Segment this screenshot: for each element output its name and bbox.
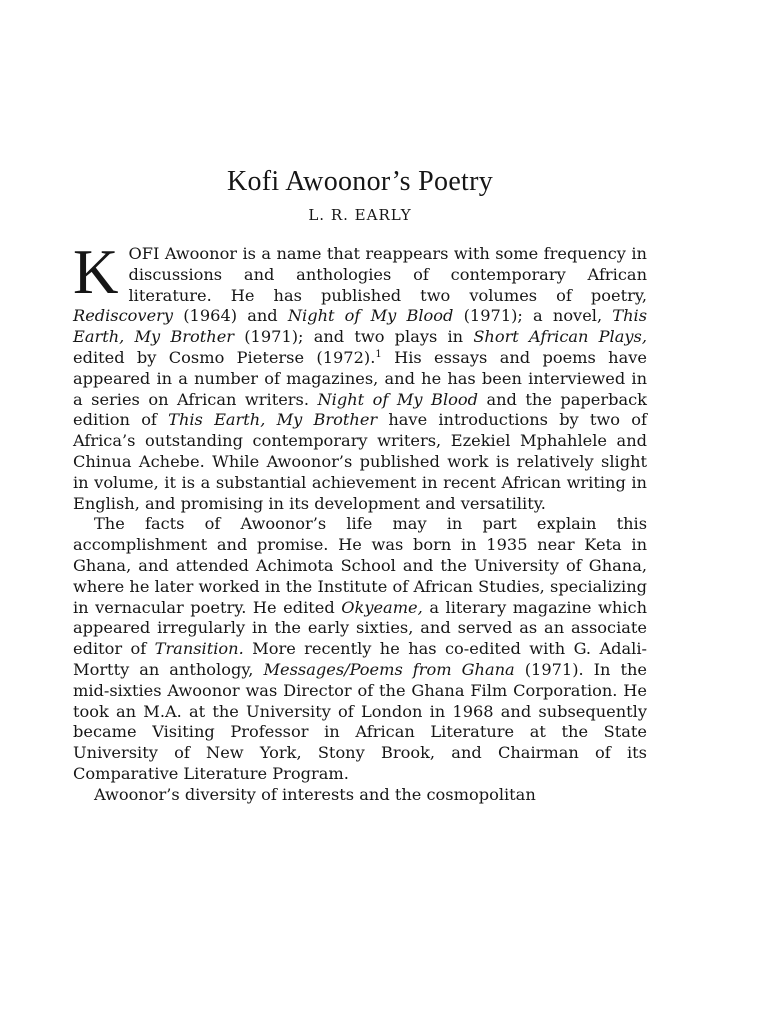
- p1-text-2: (1964) and: [173, 306, 288, 326]
- p1-text-7: and the paperback edition of: [73, 389, 647, 430]
- p2-text-4: (1971). In the mid-sixties Awoonor was Director of the Ghana Film Corporation. He took an M.A. at the University of London in 1968 and subsequently became Visiting Professor in African Literature at the State University of New York, Stony Brook, and Chairman of its Comparative Literature Program.: [73, 659, 647, 783]
- p1-title-night-of-my-blood: Night of My Blood: [287, 306, 454, 326]
- p2-title-transition: Transition.: [154, 639, 244, 659]
- p2-text-2: a literary magazine which appeared irregularly in the early sixties, and served as an associate editor of: [73, 597, 647, 659]
- p1-text-6: His essays and poems have appeared in a number of magazines, and he has been interviewed in a series on African writers.: [73, 347, 647, 409]
- p1-text-4: (1971); and two plays in: [234, 327, 474, 347]
- p2-text-1: The facts of Awoonor’s life may in part explain this accomplishment and promise. He was born in 1935 near Keta in Ghana, and attended Achimota School and the University of Ghana, where he later worked in the Institute of African Studies, specializing in vernacular poetry. He edited: [73, 514, 647, 617]
- p2-title-messages-poems: Messages/Poems from Ghana: [263, 659, 515, 679]
- drop-cap: K: [73, 237, 119, 307]
- footnote-marker: 1: [375, 348, 382, 360]
- p1-text-8: have introductions by two of Africa’s outstanding contemporary writers, Ezekiel Mphahlele and Chinua Achebe. While Awoonor’s published work is relatively slight in volume, it is a substantial achievement in recent African writing in English, and promising in its development and versatility.: [73, 410, 647, 513]
- p1-text-5: edited by Cosmo Pieterse (1972).: [73, 347, 376, 367]
- article-body: [73, 237, 648, 806]
- paragraph-2: [73, 514, 647, 784]
- article-title: Kofi Awoonor’s Poetry: [226, 166, 494, 197]
- p1-title-rediscovery: Rediscovery: [73, 306, 174, 326]
- p1-text-3: (1971); a novel,: [453, 306, 613, 326]
- article-author: L. R. EARLY: [308, 206, 412, 224]
- p2-title-okyeame: Okyeame,: [341, 597, 423, 617]
- p1-title-this-earth: This Earth, My Brother: [73, 306, 648, 347]
- p2-text-3: More recently he has co-edited with G. Adali-Mortty an anthology,: [73, 639, 647, 679]
- paragraph-1: [73, 237, 648, 514]
- p3-text-1: Awoonor’s diversity of interests and the cosmopolitan: [94, 784, 536, 804]
- paragraph-3: [73, 785, 647, 806]
- p1-title-this-earth-2: This Earth, My Brother: [168, 410, 378, 430]
- p1-text-1: OFI Awoonor is a name that reappears with some frequency in discussions and anthologies of contemporary African literature. He has published two volumes of poetry,: [128, 244, 647, 305]
- p1-title-short-african-plays: Short African Plays,: [473, 327, 647, 347]
- p1-title-night-of-my-blood-2: Night of My Blood: [317, 389, 478, 409]
